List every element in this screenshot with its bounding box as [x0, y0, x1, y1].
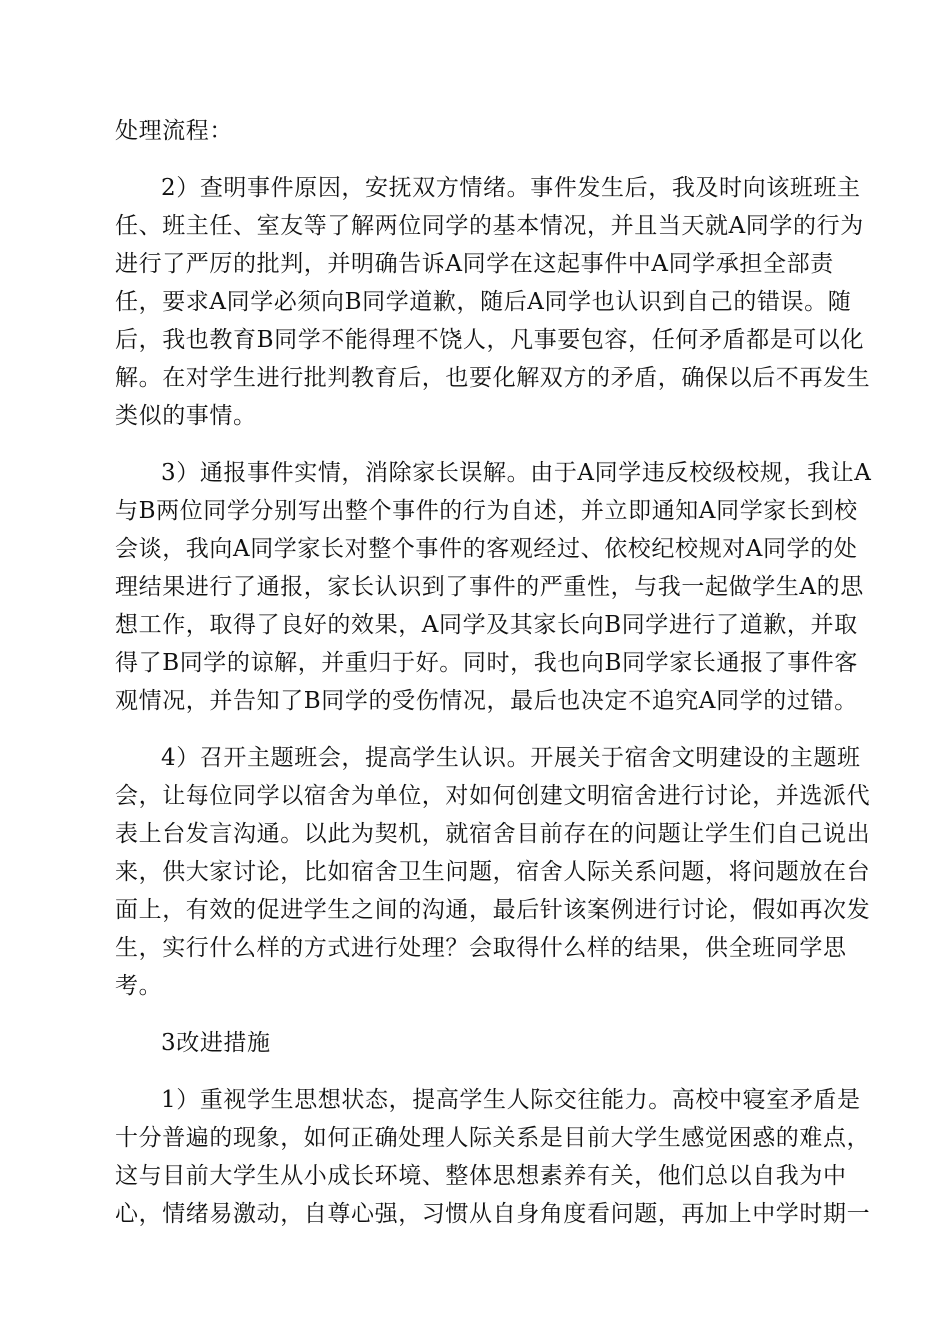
text-line: 与B两位同学分别写出整个事件的行为自述，并立即通知A同学家长到校	[115, 498, 858, 524]
text-line: 进行了严厉的批判，并明确告诉A同学在这起事件中A同学承担全部责	[115, 251, 834, 277]
text-line: 解。在对学生进行批判教育后，也要化解双方的矛盾，确保以后不再发生	[115, 365, 871, 391]
paragraph-5	[115, 1081, 871, 1233]
text-line: 考。	[115, 973, 163, 999]
text-line: 3）通报事件实情，消除家长误解。由于A同学违反校级校规，我让A	[161, 460, 872, 486]
text-line: 4）召开主题班会，提高学生认识。开展关于宿舍文明建设的主题班	[161, 745, 861, 771]
intro-line: 处理流程：	[115, 118, 233, 144]
text-line: 得了B同学的谅解，并重归于好。同时，我也向B同学家长通报了事件客	[115, 650, 859, 676]
text-line: 类似的事情。	[115, 403, 257, 429]
text-line: 生，实行什么样的方式进行处理？会取得什么样的结果，供全班同学思	[115, 935, 847, 961]
paragraph-2	[115, 169, 871, 435]
text-line: 表上台发言沟通。以此为契机，就宿舍目前存在的问题让学生们自己说出	[115, 821, 871, 847]
text-line: 想工作，取得了良好的效果，A同学及其家长向B同学进行了道歉，并取	[115, 612, 858, 638]
document-body	[115, 112, 872, 1233]
text-line: 十分普遍的现象，如何正确处理人际关系是目前大学生感觉困惑的难点，	[115, 1125, 871, 1151]
text-line: 会谈，我向A同学家长对整个事件的客观经过、依校纪校规对A同学的处	[115, 536, 858, 562]
text-line: 观情况，并告知了B同学的受伤情况，最后也决定不追究A同学的过错。	[115, 688, 858, 714]
section-heading: 3改进措施	[161, 1030, 271, 1056]
text-line: 面上，有效的促进学生之间的沟通，最后针该案例进行讨论，假如再次发	[115, 897, 871, 923]
paragraph-4	[115, 739, 871, 1005]
text-line: 任，要求A同学必须向B同学道歉，随后A同学也认识到自己的错误。随	[115, 289, 852, 315]
text-line: 会，让每位同学以宿舍为单位，对如何创建文明宿舍进行讨论，并选派代	[115, 783, 871, 809]
text-line: 任、班主任、室友等了解两位同学的基本情况，并且当天就A同学的行为	[115, 213, 864, 239]
text-line: 心，情绪易激动，自尊心强，习惯从自身角度看问题，再加上中学时期一	[115, 1201, 871, 1227]
text-line: 理结果进行了通报，家长认识到了事件的严重性，与我一起做学生A的思	[115, 574, 864, 600]
text-line: 来，供大家讨论，比如宿舍卫生问题，宿舍人际关系问题，将问题放在台	[115, 859, 871, 885]
text-line: 后，我也教育B同学不能得理不饶人，凡事要包容，任何矛盾都是可以化	[115, 327, 865, 353]
paragraph-3	[115, 454, 872, 720]
text-line: 这与目前大学生从小成长环境、整体思想素养有关，他们总以自我为中	[115, 1163, 847, 1189]
text-line: 1）重视学生思想状态，提高学生人际交往能力。高校中寝室矛盾是	[161, 1087, 861, 1113]
text-line: 2）查明事件原因，安抚双方情绪。事件发生后，我及时向该班班主	[161, 175, 861, 201]
